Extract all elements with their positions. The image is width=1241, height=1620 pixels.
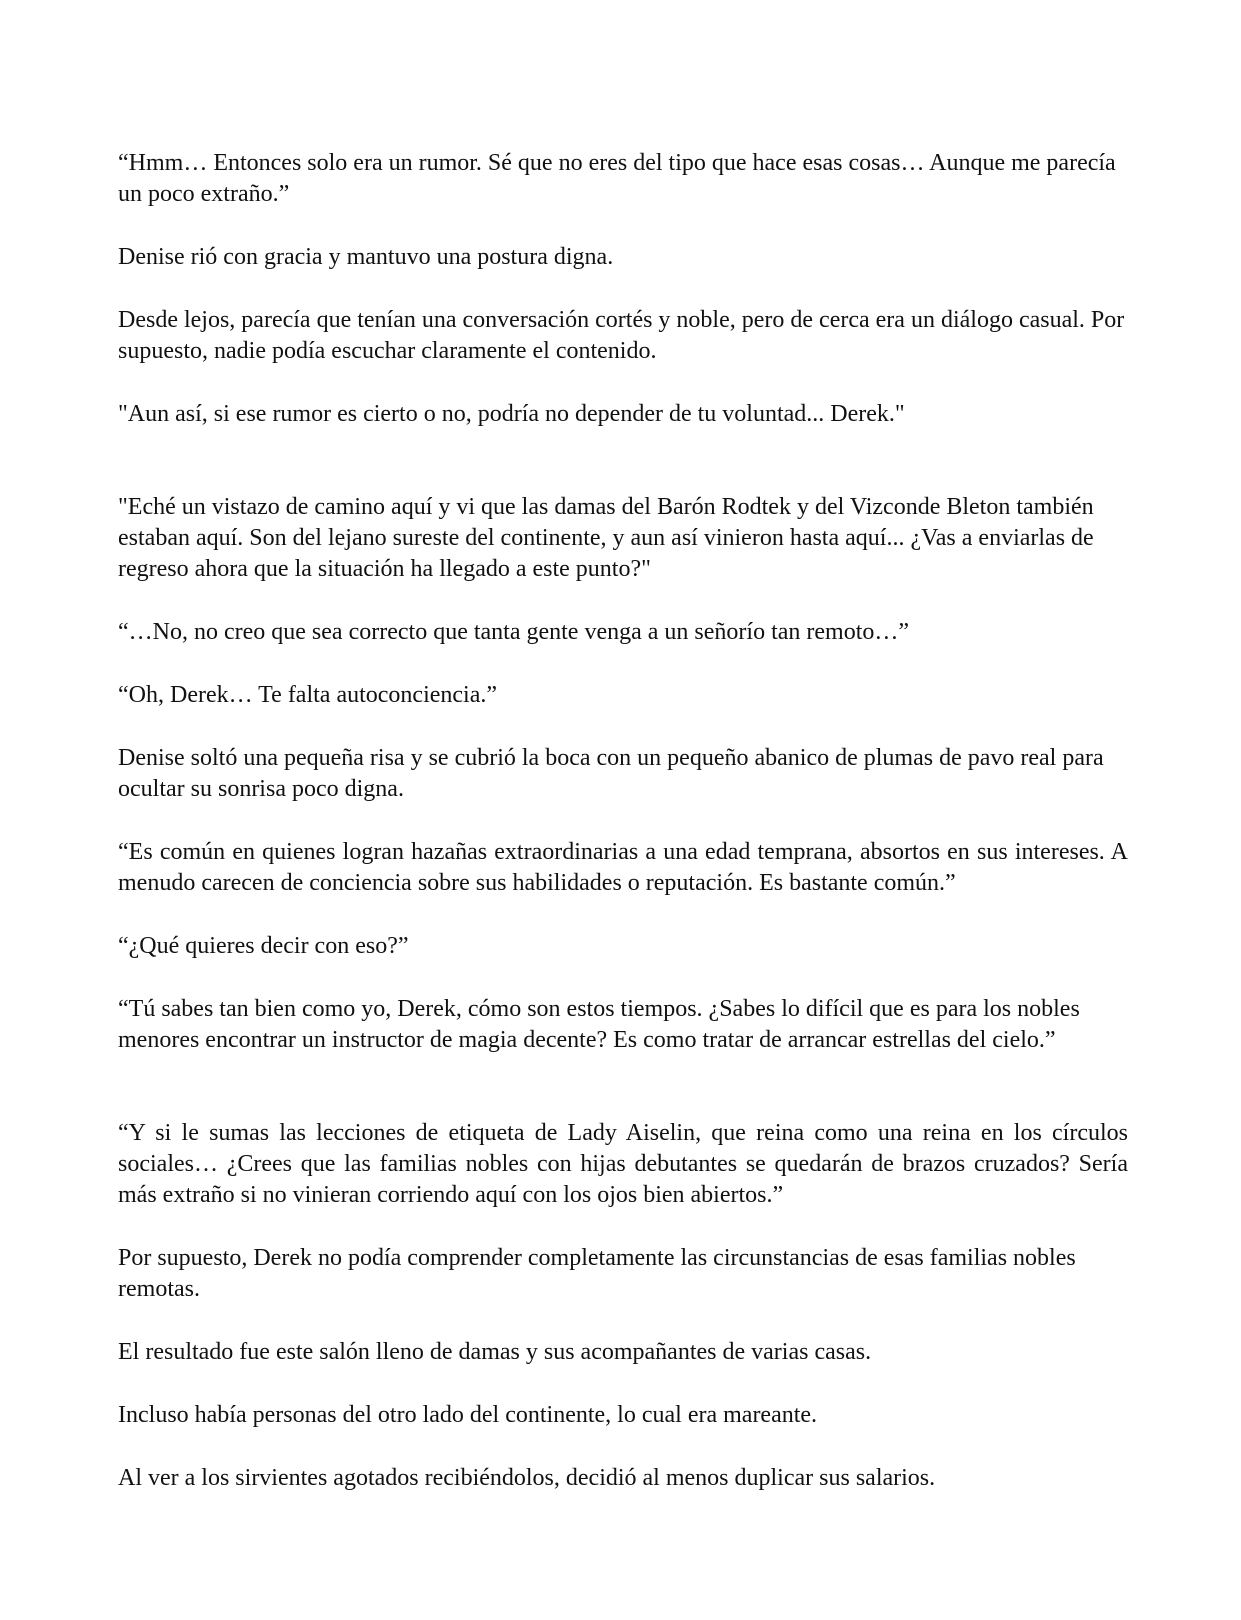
paragraph: “Y si le sumas las lecciones de etiqueta de Lady Aiselin, que reina como una reina en los círculos sociales… ¿Crees que las familias nobles con hijas debutantes se quedarán de brazos cruzados? Sería más extraño si no vinieran corriendo aquí con los ojos bien abiertos.” bbox=[118, 1120, 1128, 1208]
paragraph: Por supuesto, Derek no podía comprender completamente las circunstancias de esas familias nobles remotas. bbox=[118, 1245, 1076, 1302]
paragraph: “…No, no creo que sea correcto que tanta gente venga a un señorío tan remoto…” bbox=[118, 619, 910, 645]
paragraph: Denise soltó una pequeña risa y se cubrió la boca con un pequeño abanico de plumas de pavo real para ocultar su sonrisa poco digna. bbox=[118, 745, 1104, 802]
paragraph: “Es común en quienes logran hazañas extraordinarias a una edad temprana, absortos en sus intereses. A menudo carecen de conciencia sobre sus habilidades o reputación. Es bastante común.” bbox=[118, 839, 1128, 896]
paragraph: “Hmm… Entonces solo era un rumor. Sé que no eres del tipo que hace esas cosas… Aunque me parecía un poco extraño.” bbox=[118, 150, 1116, 207]
paragraph: "Eché un vistazo de camino aquí y vi que las damas del Barón Rodtek y del Vizconde Bleton también estaban aquí. Son del lejano sureste del continente, y aun así vinieron hasta aquí... ¿Vas a enviarlas de regreso ahora que la situación ha llegado a este punto?" bbox=[118, 494, 1094, 582]
paragraph: “Tú sabes tan bien como yo, Derek, cómo son estos tiempos. ¿Sabes lo difícil que es para los nobles menores encontrar un instructor de magia decente? Es como tratar de arrancar estrellas del cielo.” bbox=[118, 996, 1080, 1053]
document-body bbox=[118, 148, 1128, 1526]
paragraph: Incluso había personas del otro lado del continente, lo cual era mareante. bbox=[118, 1402, 818, 1428]
paragraph: Denise rió con gracia y mantuvo una postura digna. bbox=[118, 244, 614, 270]
paragraph: "Aun así, si ese rumor es cierto o no, podría no depender de tu voluntad... Derek." bbox=[118, 401, 905, 427]
paragraph: “Oh, Derek… Te falta autoconciencia.” bbox=[118, 682, 498, 708]
paragraph: Al ver a los sirvientes agotados recibiéndolos, decidió al menos duplicar sus salarios. bbox=[118, 1465, 936, 1491]
paragraph: Desde lejos, parecía que tenían una conversación cortés y noble, pero de cerca era un diálogo casual. Por supuesto, nadie podía escuchar claramente el contenido. bbox=[118, 307, 1125, 364]
paragraph: “¿Qué quieres decir con eso?” bbox=[118, 933, 409, 959]
paragraph: El resultado fue este salón lleno de damas y sus acompañantes de varias casas. bbox=[118, 1339, 872, 1365]
